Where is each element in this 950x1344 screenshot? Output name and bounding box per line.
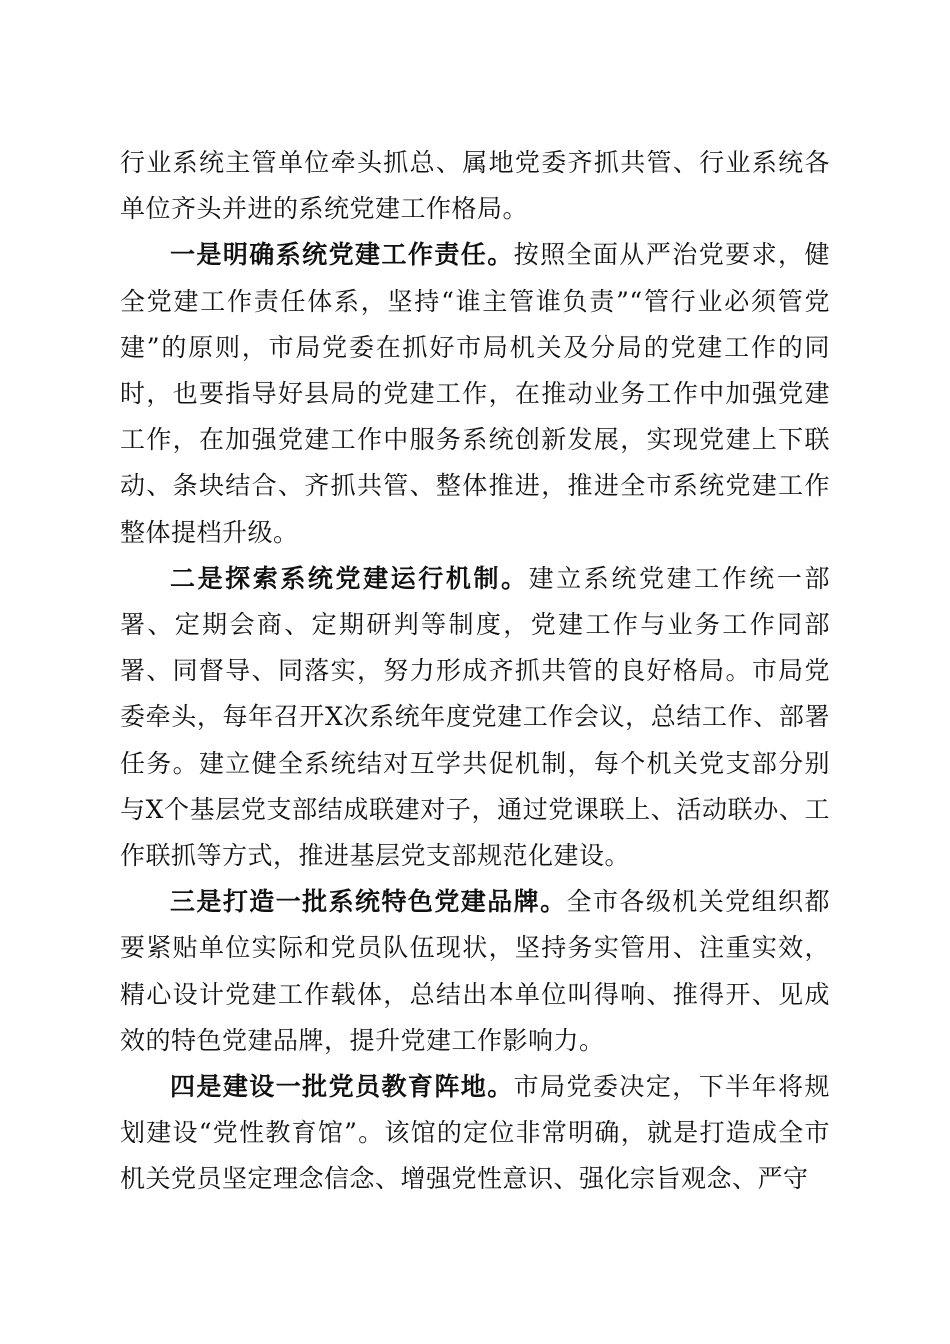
- paragraph-heading: 一是明确系统党建工作责任。: [170, 240, 514, 270]
- document-page: [120, 140, 830, 1203]
- paragraph-heading: 三是打造一批系统特色党建品牌。: [170, 887, 567, 917]
- paragraph-text: 市局党委决定，下半年将规划建设“党性教育馆”。该馆的定位非常明确，就是打造成全市机关党员坚定理念信念、增强党性意识、强化宗旨观念、严守: [120, 1072, 830, 1194]
- paragraph-text: 全市各级机关党组织都要紧贴单位实际和党员队伍现状，坚持务实管用、注重实效，精心设计党建工作载体，总结出本单位叫得响、推得开、见成效的特色党建品牌，提升党建工作影响力。: [120, 887, 830, 1055]
- paragraph-item-4: [120, 1064, 830, 1203]
- paragraph-item-3: [120, 879, 830, 1064]
- paragraph-continuation: [120, 140, 830, 232]
- paragraph-heading: 二是探索系统党建运行机制。: [170, 563, 529, 593]
- paragraph-item-1: [120, 232, 830, 555]
- paragraph-text: 建立系统党建工作统一部署、定期会商、定期研判等制度，党建工作与业务工作同部署、同督导、同落实，努力形成齐抓共管的良好格局。市局党委牵头，每年召开X次系统年度党建工作会议，总结工作、部署任务。建立健全系统结对互学共促机制，每个机关党支部分别与X个基层党支部结成联建对子，通过党课联上、活动联办、工作联抓等方式，推进基层党支部规范化建设。: [120, 563, 830, 871]
- paragraph-item-2: [120, 556, 830, 879]
- paragraph-text: 行业系统主管单位牵头抓总、属地党委齐抓共管、行业系统各单位齐头并进的系统党建工作格局。: [120, 148, 830, 224]
- paragraph-text: 按照全面从严治党要求，健全党建工作责任体系，坚持“谁主管谁负责”“管行业必须管党建”的原则，市局党委在抓好市局机关及分局的党建工作的同时，也要指导好县局的党建工作，在推动业务工作中加强党建工作，在加强党建工作中服务系统创新发展，实现党建上下联动、条块结合、齐抓共管、整体推进，推进全市系统党建工作整体提档升级。: [120, 240, 830, 547]
- paragraph-heading: 四是建设一批党员教育阵地。: [170, 1072, 514, 1102]
